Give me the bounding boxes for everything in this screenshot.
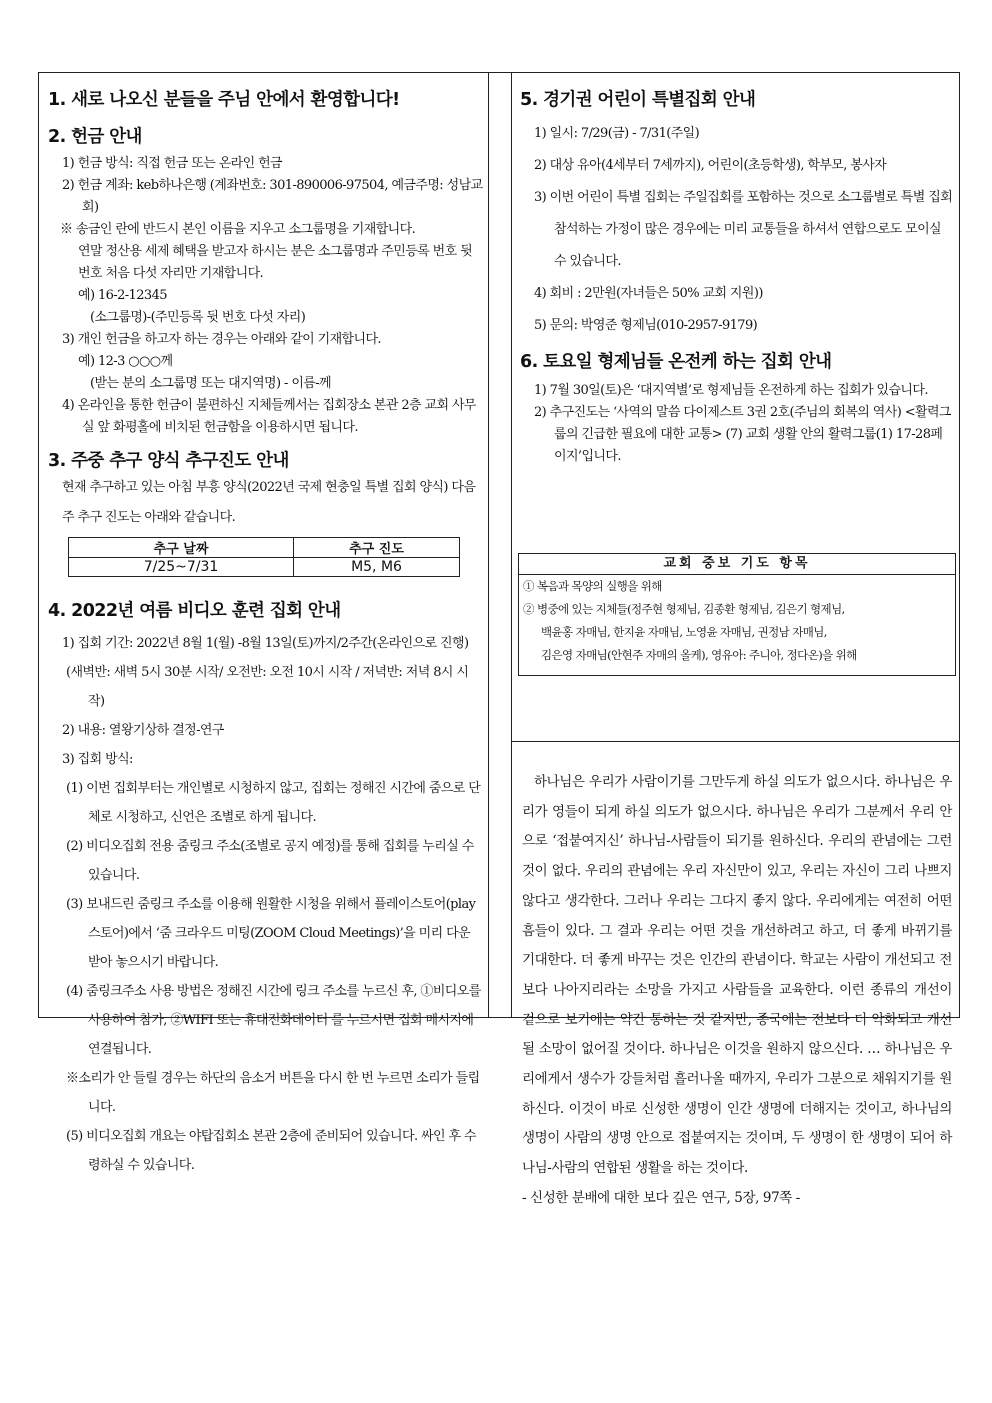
quote-text: 하나님은 우리가 사람이기를 그만두게 하실 의도가 없으시다. 하나님은 우리가 영들이 되게 하실 의도가 없으시다. 하나님은 우리가 그분께서 우리 안으로 ‘접붙여지신’ 하나님-사람들이 되기를 원하신다. 우리의 관념에는 그런 것이 없다. 우리의 관념에는 우리 자신만이 있고, 우리는 자신이 그리 나쁘지 않다고 생각한다. 그러나 우리는 그다지 좋지 않다. 우리에게는 여전히 어떤 흠들이 있다. 그 결과 우리는 어떤 것을 개선하려고 하고, 더 좋게 바뀌기를 기대한다. 더 좋게 바꾸는 것은 인간의 관념이다. 학교는 사람이 개선되고 전보다 나아지리라는 소망을 가지고 사람들을 교육한다. 이런 종류의 개선이 겉으로 보기에는 약간 통하는 것 같지만, 종국에는 전보다 더 악화되고 개선될 소망이 없어질 것이다. 하나님은 이것을 원하지 않으신다. … 하나님은 우리에게서 생수가 강들처럼 흘러나올 때까지, 우리가 그분으로 채워지기를 원하신다. 이것이 바로 신성한 생명이 인간 생명에 더해지는 것이고, 하나님의 생명이 사람의 생명 안으로 접붙여지는 것이며, 두 생명이 한 생명이 되어 하나님-사람의 연합된 생활을 하는 것이다. [522,774,952,1177]
ministry-quote [522,768,952,1214]
children-note: 3) 이번 어린이 특별 집회는 주일집회를 포함하는 것으로 소그룹별로 특별 집회 참석하는 가정이 많은 경우에는 미리 교통들을 하셔서 연합으로도 모이실 수 있습니다. [534,190,953,269]
right-column [520,86,954,468]
training-sound-note: ※소리가 안 들릴 경우는 하단의 음소거 버튼을 다시 한 번 누르면 소리가 들립니다. [66,1071,480,1115]
pursuit-date-value: 7/25~7/31 [69,558,294,577]
offering-example-2: 예) 12-3 ○○○께 [78,354,173,369]
video-training-info [48,629,484,1180]
section-6-title: 6. 토요일 형제님들 온전케 하는 집회 안내 [520,352,832,372]
training-period: 1) 집회 기간: 2022년 8월 1(월) -8월 13일(토)까지/2주간(온라인으로 진행) [62,636,469,651]
prayer-item-2-cont-2: 김은영 자매님(안현주 자매의 올케), 영유아: 주니아, 정다온)을 위해 [541,648,857,662]
prayer-box [518,553,956,676]
children-fee: 4) 회비 : 2만원(자녀들은 50% 교회 지원)) [534,286,763,301]
pursuit-progress-header: 추구 진도 [294,538,460,558]
prayer-item-1: ① 복음과 목양의 실행을 위해 [523,579,662,593]
prayer-item-2: ② 병중에 있는 지체들(정주현 형제님, 김종환 형제님, 김은기 형제님, [523,602,845,616]
children-target: 2) 대상 유아(4세부터 7세까지), 어린이(초등학생), 학부모, 봉사자 [534,158,887,173]
offering-tax-note: 연말 정산용 세제 혜택을 받고자 하시는 분은 소그룹명과 주민등록 번호 뒷번호 처음 다섯 자리만 기재합니다. [78,244,473,281]
offering-note: ※ 송금인 란에 반드시 본인 이름을 지우고 소그룹명을 기재합니다. [60,222,416,237]
section-5-title: 5. 경기권 어린이 특별집회 안내 [520,90,756,110]
training-method-3: (3) 보내드린 줌링크 주소를 이용해 원활한 시청을 위해서 플레이스토어(play스토어)에서 ‘줌 크라우드 미팅(ZOOM Cloud Meetings)’을 미리 다운 받아 놓으시기 바랍니다. [66,897,476,970]
training-sessions: (새벽반: 새벽 5시 30분 시작/ 오전반: 오전 10시 시작 / 저녁반: 저녁 8시 시작) [66,665,469,709]
section-3-title: 3. 주중 추구 양식 추구진도 안내 [48,451,289,471]
offering-personal: 3) 개인 헌금을 하고자 하는 경우는 아래와 같이 기재합니다. [62,332,381,347]
offering-info [48,153,484,439]
training-content: 2) 내용: 열왕기상하 결정-연구 [62,723,224,738]
training-method-5: (5) 비디오집회 개요는 야탑집회소 본관 2층에 준비되어 있습니다. 싸인 후 수령하실 수 있습니다. [66,1129,476,1173]
pursuit-table [68,537,460,577]
prayer-title: 교회 중보 기도 항목 [519,554,955,575]
left-column [48,86,484,1180]
offering-example-1: 예) 16-2-12345 [78,288,167,303]
offering-box-note: 4) 온라인을 통한 헌금이 불편하신 지체들께서는 집회장소 본관 2층 교회 사무실 앞 화평홀에 비치된 헌금함을 이용하시면 됩니다. [62,398,476,435]
pursuit-progress-value: M5, M6 [294,558,460,577]
section-4-title: 4. 2022년 여름 비디오 훈련 집회 안내 [48,601,341,621]
column-divider-left [488,72,489,1018]
offering-example-1-desc: (소그룹명)-(주민등록 뒷 번호 다섯 자리) [90,310,306,325]
offering-method: 1) 헌금 방식: 직접 헌금 또는 온라인 헌금 [62,156,283,171]
quote-source: - 신성한 분배에 대한 보다 깊은 연구, 5장, 97쪽 - [522,1189,800,1206]
pursuit-date-header: 추구 날짜 [69,538,294,558]
children-date: 1) 일시: 7/29(금) - 7/31(주일) [534,126,700,141]
brothers-pursuit: 2) 추구진도는 ‘사역의 말씀 다이제스트 3권 2호(주님의 회복의 역사) <활력그룹의 긴급한 필요에 대한 교통> (7) 교회 생활 안의 활력그룹(1) 17-28페이지’입니다. [534,405,951,464]
prayer-item-2-cont-1: 백윤홍 자매님, 한지윤 자매님, 노영윤 자매님, 권정남 자매님, [541,625,827,639]
column-divider-right [511,72,512,1018]
section-divider [511,741,960,742]
section-2-title: 2. 헌금 안내 [48,127,142,147]
brothers-date: 1) 7월 30일(토)은 ‘대지역별’로 형제님들 온전하게 하는 집회가 있습니다. [534,383,928,398]
training-method-2: (2) 비디오집회 전용 줌링크 주소(조별로 공지 예정)를 통해 집회를 누리실 수 있습니다. [66,839,474,883]
training-method-1: (1) 이번 집회부터는 개인별로 시청하지 않고, 집회는 정해진 시간에 줌으로 단체로 시청하고, 신언은 조별로 하게 됩니다. [66,781,481,825]
children-conference-info [520,118,954,342]
pursuit-text: 현재 추구하고 있는 아침 부흥 양식(2022년 국제 현충일 특별 집회 양식) 다음주 추구 진도는 아래와 같습니다. [62,480,476,525]
children-contact: 5) 문의: 박영준 형제님(010-2957-9179) [534,318,758,333]
brothers-meeting-info [520,380,954,468]
offering-account: 2) 헌금 계좌: keb하나은행 (계좌번호: 301-890006-97504, 예금주명: 성남교회) [62,178,483,215]
training-method-4: (4) 줌링크주소 사용 방법은 정해진 시간에 링크 주소를 누르신 후, ①비디오를 사용하여 참가, ②WIFI 또는 휴대전화데이터 를 누르시면 집회 메시지에 연결됩니다. [66,984,481,1057]
section-1-title: 1. 새로 나오신 분들을 주님 안에서 환영합니다! [48,90,400,110]
training-method: 3) 집회 방식: [62,752,133,767]
offering-example-2-desc: (받는 분의 소그룹명 또는 대지역명) - 이름-께 [90,376,332,391]
